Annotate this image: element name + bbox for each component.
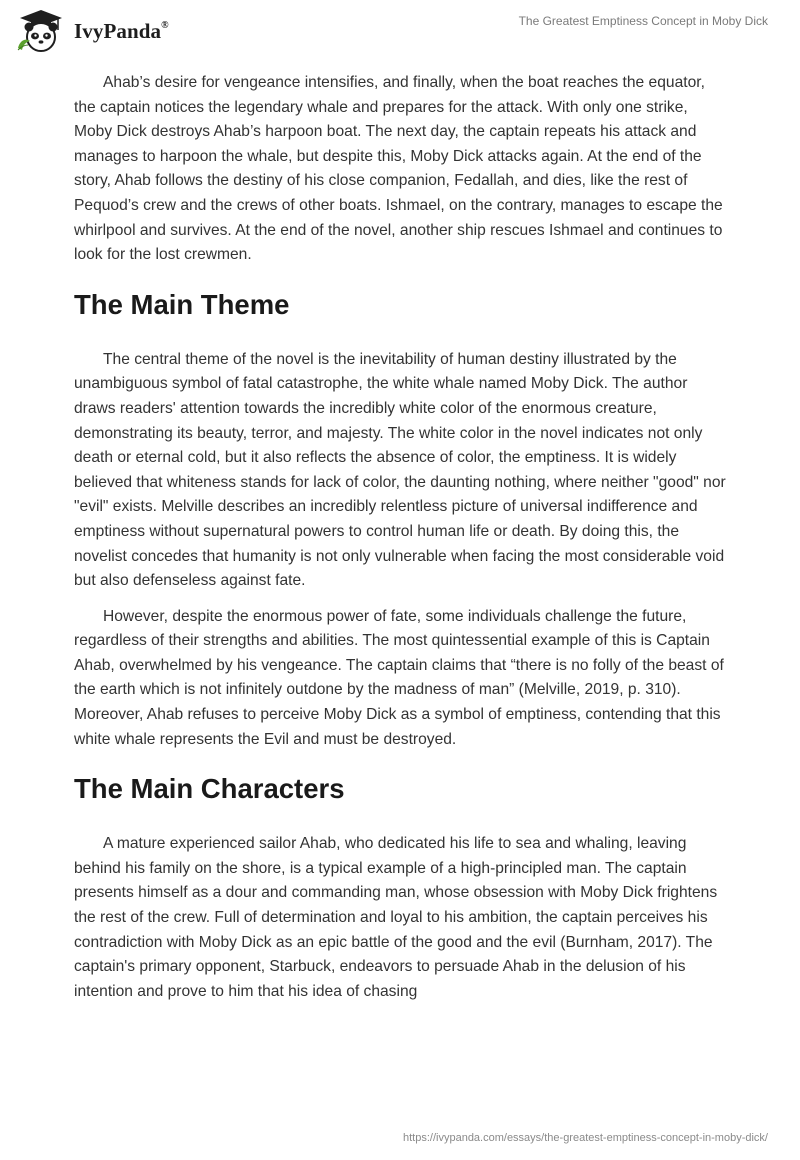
paragraph-characters-ahab: A mature experienced sailor Ahab, who dedicated his life to sea and whaling, leaving behind his family on the shore, is a typical example of a high-principled man. The captain presents himself as a dour and commanding man, whose obsession with Moby Dick frightens the rest of the crew. Full of determination and loyal to his ambition, the captain perceives his contradiction with Moby Dick as an epic battle of the good and the evil (Burnham, 2017). The captain's primary opponent, Starbuck, endeavors to persuade Ahab in the delusion of his intention and prove to him that his idea of chasing xyxy=(74,835,718,1000)
essay-content xyxy=(74,71,728,1015)
paragraph-theme-ahab: However, despite the enormous power of fate, some individuals challenge the future, regardless of their strengths and abilities. The most quintessential example of this is Captain Ahab, overwhelmed by his vengeance. The captain claims that “there is no folly of the beast of the earth which is not infinitely outdone by the madness of man” (Melville, 2019, p. 310). Moreover, Ahab refuses to perceive Moby Dick as a symbol of emptiness, contending that this white whale represents the Evil and must be destroyed. xyxy=(74,607,724,748)
ivypanda-logo[interactable] xyxy=(14,8,169,54)
page-header xyxy=(0,0,800,62)
paragraph-ending-summary: Ahab’s desire for vengeance intensifies, and finally, when the boat reaches the equator, the captain notices the legendary whale and prepares for the attack. With only one strike, Moby Dick destroys Ahab’s harpoon boat. The next day, the captain repeats his attack and manages to harpoon the whale, but despite this, Moby Dick attacks again. At the end of the story, Ahab follows the destiny of his close companion, Fedallah, and dies, like the rest of Pequod’s crew and the crews of other boats. Ishmael, on the contrary, manages to escape the whirlpool and survives. At the end of the novel, another ship rescues Ishmael and continues to look for the lost crewmen. xyxy=(74,74,723,264)
heading-main-theme: The Main Theme xyxy=(74,288,290,320)
heading-main-characters: The Main Characters xyxy=(74,773,345,805)
brand-name: IvyPanda® xyxy=(74,18,169,43)
source-url[interactable]: https://ivypanda.com/essays/the-greatest-emptiness-concept-in-moby-dick/ xyxy=(403,1132,768,1144)
document-title: The Greatest Emptiness Concept in Moby Dick xyxy=(518,14,768,28)
paragraph-theme-whiteness: The central theme of the novel is the inevitability of human destiny illustrated by the unambiguous symbol of fatal catastrophe, the white whale named Moby Dick. The author draws readers' attention towards the incredibly white color of the enormous creature, demonstrating its beauty, terror, and majesty. The white color in the novel indicates not only death or eternal cold, but it also reflects the absence of color, the emptiness. It is widely believed that whiteness stands for lack of color, the daunting nothing, where neither "good" nor "evil" exists. Melville describes an incredibly relentless picture of universal indifference and emptiness without supernatural powers to control human life or death. By doing this, the novelist concedes that humanity is not only vulnerable when facing the most considerable void but also defenseless against fate. xyxy=(74,350,726,590)
panda-logo-icon xyxy=(14,8,68,54)
